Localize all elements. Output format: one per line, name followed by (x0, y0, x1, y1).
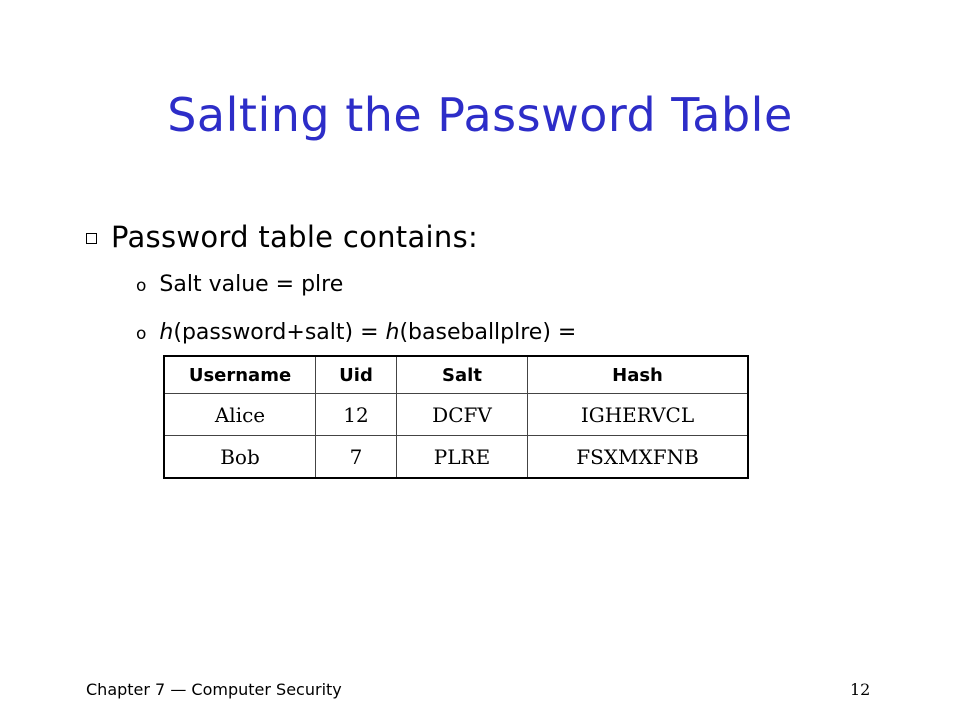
footer-dash: — (170, 680, 187, 699)
cell-hash: IGHERVCL (528, 394, 749, 436)
table-header-row (164, 356, 748, 394)
sub-bullet-salt (136, 272, 343, 297)
hash-expression: (baseballplre) = (399, 320, 577, 345)
table-row (164, 394, 748, 436)
cell-uid: 12 (316, 394, 397, 436)
footer-chapter-label: Chapter 7 (86, 680, 166, 699)
password-table (163, 355, 749, 479)
sub-bullet-text (159, 320, 576, 345)
cell-username: Bob (164, 436, 316, 479)
footer-subject: Computer Security (191, 680, 342, 699)
column-header-hash: Hash (528, 356, 749, 394)
column-header-salt: Salt (397, 356, 528, 394)
column-header-uid: Uid (316, 356, 397, 394)
sub-bullet-marker: o (136, 324, 147, 344)
column-header-username: Username (164, 356, 316, 394)
cell-salt: DCFV (397, 394, 528, 436)
hash-function-symbol: h (385, 320, 400, 345)
hash-expression: (password+salt) = (173, 320, 386, 345)
cell-username: Alice (164, 394, 316, 436)
sub-bullet-text: Salt value = plre (159, 272, 344, 297)
checkbox-bullet-icon (86, 233, 97, 244)
cell-salt: PLRE (397, 436, 528, 479)
sub-bullet-marker: o (136, 276, 147, 296)
cell-hash: FSXMXFNB (528, 436, 749, 479)
bullet-text: Password table contains: (111, 220, 479, 254)
hash-function-symbol: h (159, 320, 174, 345)
table-row (164, 436, 748, 479)
page-number: 12 (850, 680, 871, 699)
slide-title: Salting the Password Table (167, 88, 793, 142)
bullet-item (86, 220, 478, 254)
cell-uid: 7 (316, 436, 397, 479)
footer-chapter (86, 680, 342, 699)
sub-bullet-hash (136, 320, 576, 345)
